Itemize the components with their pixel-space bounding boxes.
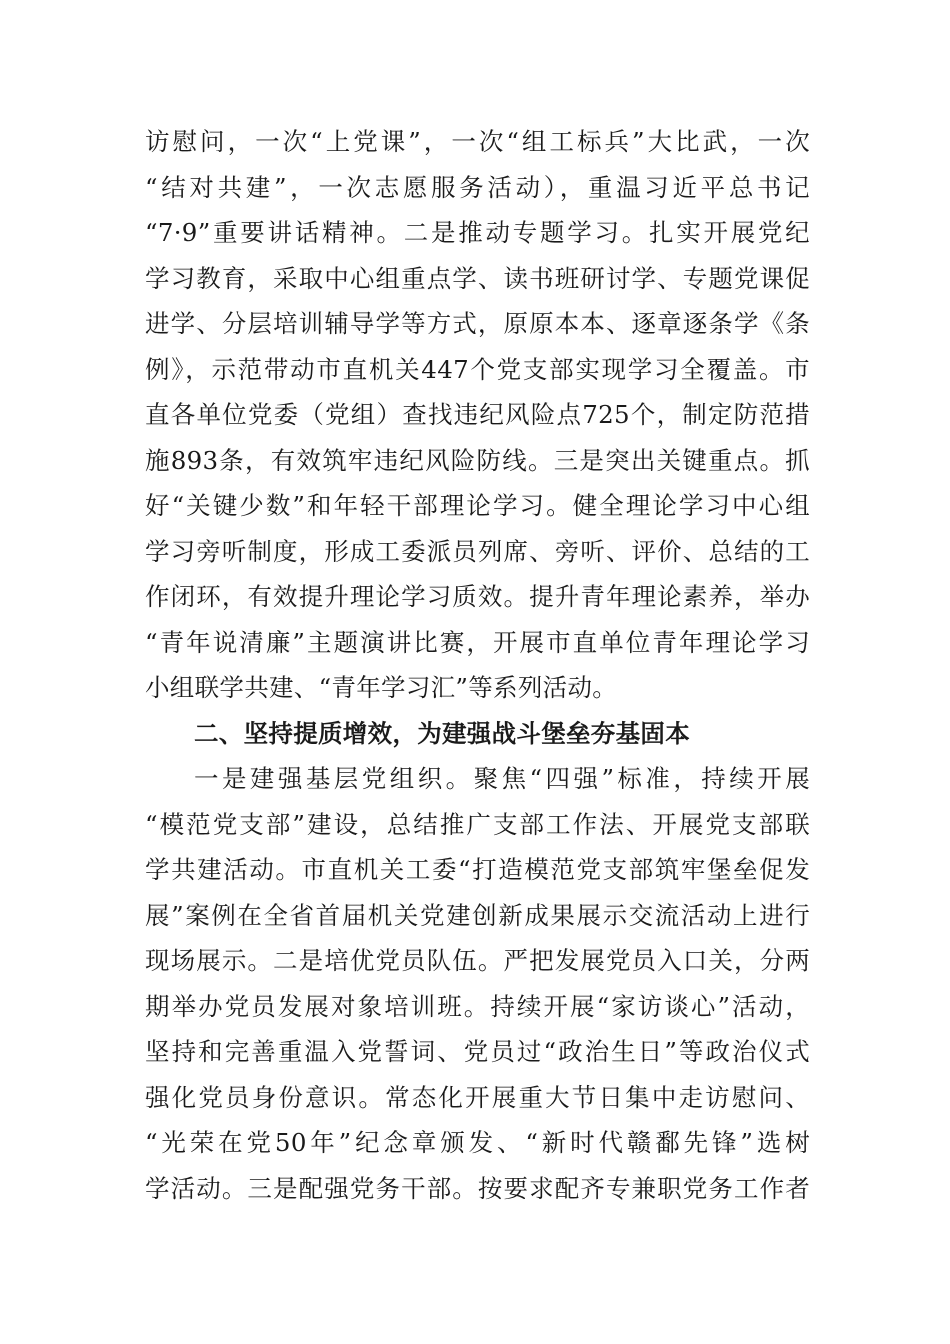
text-line: 学习旁听制度，形成工委派员列席、旁听、评价、总结的工 — [145, 536, 810, 566]
text-line: 期举办党员发展对象培训班。持续开展“家访谈心”活动， — [145, 991, 810, 1021]
text-line: 强化党员身份意识。常态化开展重大节日集中走访慰问、 — [145, 1082, 810, 1112]
section-heading: 二、坚持提质增效，为建强战斗堡垒夯基固本 — [194, 718, 690, 748]
text-line: 一是建强基层党组织。聚焦“四强”标准，持续开展 — [194, 764, 810, 793]
text-line: 现场展示。二是培优党员队伍。严把发展党员入口关，分两 — [145, 946, 810, 975]
text-line: 小组联学共建、“青年学习汇”等系列活动。 — [145, 673, 618, 702]
text-line: 学共建活动。市直机关工委“打造模范党支部筑牢堡垒促发 — [145, 855, 810, 884]
text-line: “模范党支部”建设，总结推广支部工作法、开展党支部联 — [145, 809, 810, 839]
text-line: 作闭环，有效提升理论学习质效。提升青年理论素养，举办 — [145, 582, 810, 611]
text-line: 访慰问，一次“上党课”，一次“组工标兵”大比武，一次 — [145, 127, 810, 156]
text-line: 学习教育，采取中心组重点学、读书班研讨学、专题党课促 — [145, 263, 810, 293]
text-line: 进学、分层培训辅导学等方式，原原本本、逐章逐条学《条 — [145, 309, 810, 338]
text-line: 好“关键少数”和年轻干部理论学习。健全理论学习中心组 — [145, 491, 810, 520]
body-text — [145, 122, 810, 1214]
text-line: 展”案例在全省首届机关党建创新成果展示交流活动上进行 — [145, 900, 810, 930]
text-line: 坚持和完善重温入党誓词、党员过“政治生日”等政治仪式 — [145, 1037, 810, 1066]
text-line: 直各单位党委（党组）查找违纪风险点725个，制定防范措 — [145, 400, 810, 429]
text-line: “光荣在党50年”纪念章颁发、“新时代赣鄱先锋”选树 — [145, 1128, 810, 1157]
text-line: “青年说清廉”主题演讲比赛，开展市直单位青年理论学习 — [145, 627, 810, 657]
text-line: 例》，示范带动市直机关447个党支部实现学习全覆盖。市 — [145, 354, 810, 384]
text-line: “结对共建”，一次志愿服务活动），重温习近平总书记 — [145, 172, 810, 202]
text-line: “7·9”重要讲话精神。二是推动专题学习。扎实开展党纪 — [145, 218, 810, 247]
text-line: 施893条，有效筑牢违纪风险防线。三是突出关键重点。抓 — [145, 445, 810, 475]
text-line: 学活动。三是配强党务干部。按要求配齐专兼职党务工作者 — [145, 1173, 810, 1203]
